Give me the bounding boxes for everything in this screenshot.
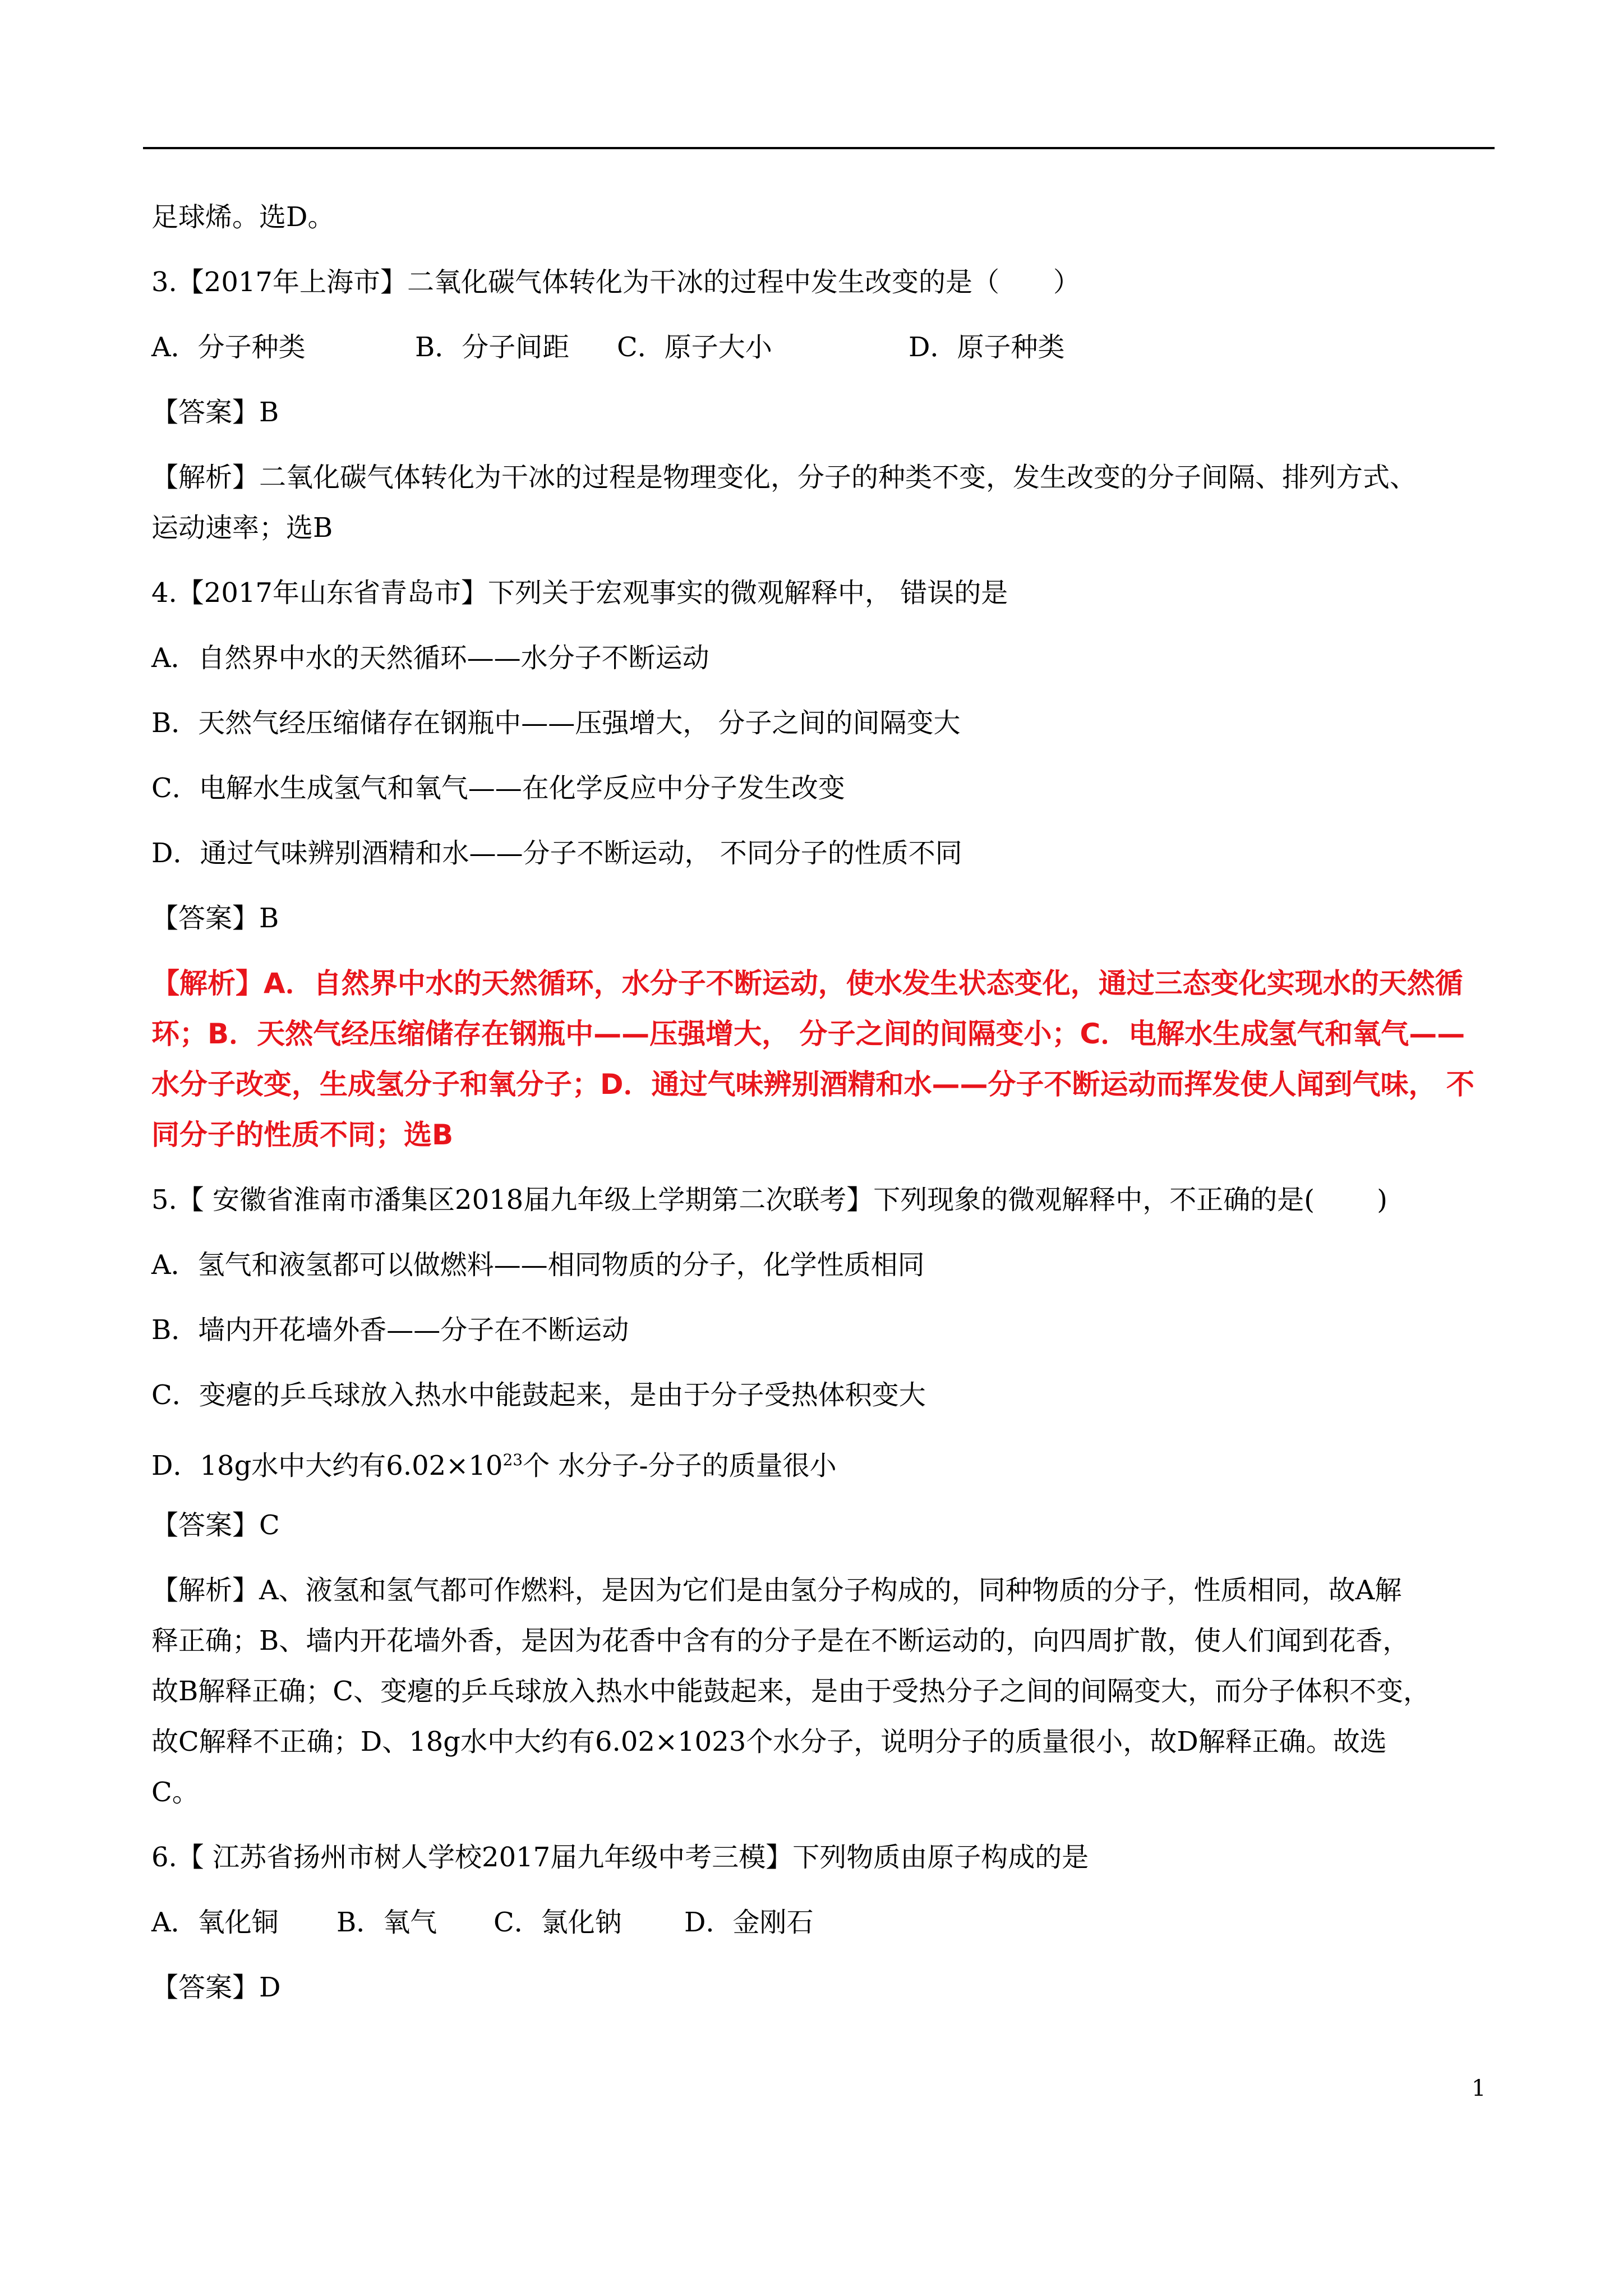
option-d: [151, 1442, 1497, 1481]
option-c: C．原子大小: [617, 332, 772, 363]
question-3-options: [151, 329, 1497, 365]
question-3: 3.【2017年上海市】二氧化碳气体转化为干冰的过程中发生改变的是（ ）: [151, 266, 1080, 298]
answer: 【答案】B: [151, 397, 279, 428]
explanation-highlight: 环；B．天然气经压缩储存在钢瓶中——压强增大， 分子之间的间隔变小；C．电解水生成氢气和氧气——: [151, 1018, 1465, 1050]
option-c: C．变瘪的乒乓球放入热水中能鼓起来，是由于分子受热体积变大: [151, 1379, 926, 1411]
explanation: 运动速率；选B: [151, 512, 333, 544]
explanation: C。: [151, 1777, 199, 1808]
option-a: A．氢气和液氢都可以做燃料——相同物质的分子，化学性质相同: [151, 1249, 925, 1281]
explanation-highlight: 水分子改变，生成氢分子和氧分子；D．通过气味辨别酒精和水——分子不断运动而挥发使人闻到气味， 不: [151, 1068, 1474, 1101]
option-b: B．氧气: [336, 1907, 437, 1938]
explanation-highlight: 【解析】A．自然界中水的天然循环，水分子不断运动，使水发生状态变化，通过三态变化实现水的天然循: [151, 967, 1463, 1000]
question-4: 4.【2017年山东省青岛市】下列关于宏观事实的微观解释中， 错误的是: [151, 577, 1008, 609]
option-b: B．墙内开花墙外香——分子在不断运动: [151, 1314, 629, 1346]
option-a: A．分子种类: [151, 332, 306, 363]
option-b: B．天然气经压缩储存在钢瓶中——压强增大， 分子之间的间隔变大: [151, 707, 961, 739]
explanation-highlight: 同分子的性质不同；选B: [151, 1119, 454, 1151]
question-6: 6.【 江苏省扬州市树人学校2017届九年级中考三模】下列物质由原子构成的是: [151, 1842, 1089, 1873]
option-d-text-rest: 个 水分子-分子的质量很小: [523, 1450, 837, 1481]
option-a: A．氧化铜: [151, 1907, 279, 1938]
option-b: B．分子间距: [415, 332, 570, 363]
answer: 【答案】B: [151, 903, 279, 934]
question-6-options: [151, 1904, 1497, 1940]
option-a: A．自然界中水的天然循环——水分子不断运动: [151, 642, 709, 674]
answer: 【答案】D: [151, 1972, 281, 2003]
option-c: C．电解水生成氢气和氧气——在化学反应中分子发生改变: [151, 772, 845, 804]
option-d-text: D．18g水中大约有6.02×10: [151, 1450, 503, 1481]
explanation: 【解析】二氧化碳气体转化为干冰的过程是物理变化，分子的种类不变，发生改变的分子间隔、排列方式、: [151, 462, 1417, 493]
question-5: 5.【 安徽省淮南市潘集区2018届九年级上学期第二次联考】下列现象的微观解释中，不正确的是( ): [151, 1184, 1387, 1216]
option-d: D．原子种类: [909, 332, 1065, 363]
explanation: 释正确；B、墙内开花墙外香，是因为花香中含有的分子是在不断运动的，向四周扩散，使人们闻到花香，: [151, 1625, 1410, 1657]
option-c: C．氯化钠: [494, 1907, 622, 1938]
option-d: D．通过气味辨别酒精和水——分子不断运动， 不同分子的性质不同: [151, 838, 962, 869]
header-rule: [143, 147, 1495, 149]
answer: 【答案】C: [151, 1510, 280, 1541]
option-d: D．金刚石: [684, 1907, 814, 1938]
page-number: 1: [1472, 2076, 1486, 2101]
text-line: 足球烯。选D。: [151, 201, 335, 233]
explanation: 【解析】A、液氢和氢气都可作燃料，是因为它们是由氢分子构成的，同种物质的分子，性质相同，故A解: [151, 1575, 1402, 1606]
explanation: 故B解释正确；C、变瘪的乒乓球放入热水中能鼓起来，是由于受热分子之间的间隔变大，而分子体积不变，: [151, 1676, 1431, 1707]
explanation: 故C解释不正确；D、18g水中大约有6.02×1023个水分子，说明分子的质量很小，故D解释正确。故选: [151, 1726, 1387, 1757]
document-body: [151, 199, 1497, 2035]
exponent: 23: [502, 1451, 523, 1469]
